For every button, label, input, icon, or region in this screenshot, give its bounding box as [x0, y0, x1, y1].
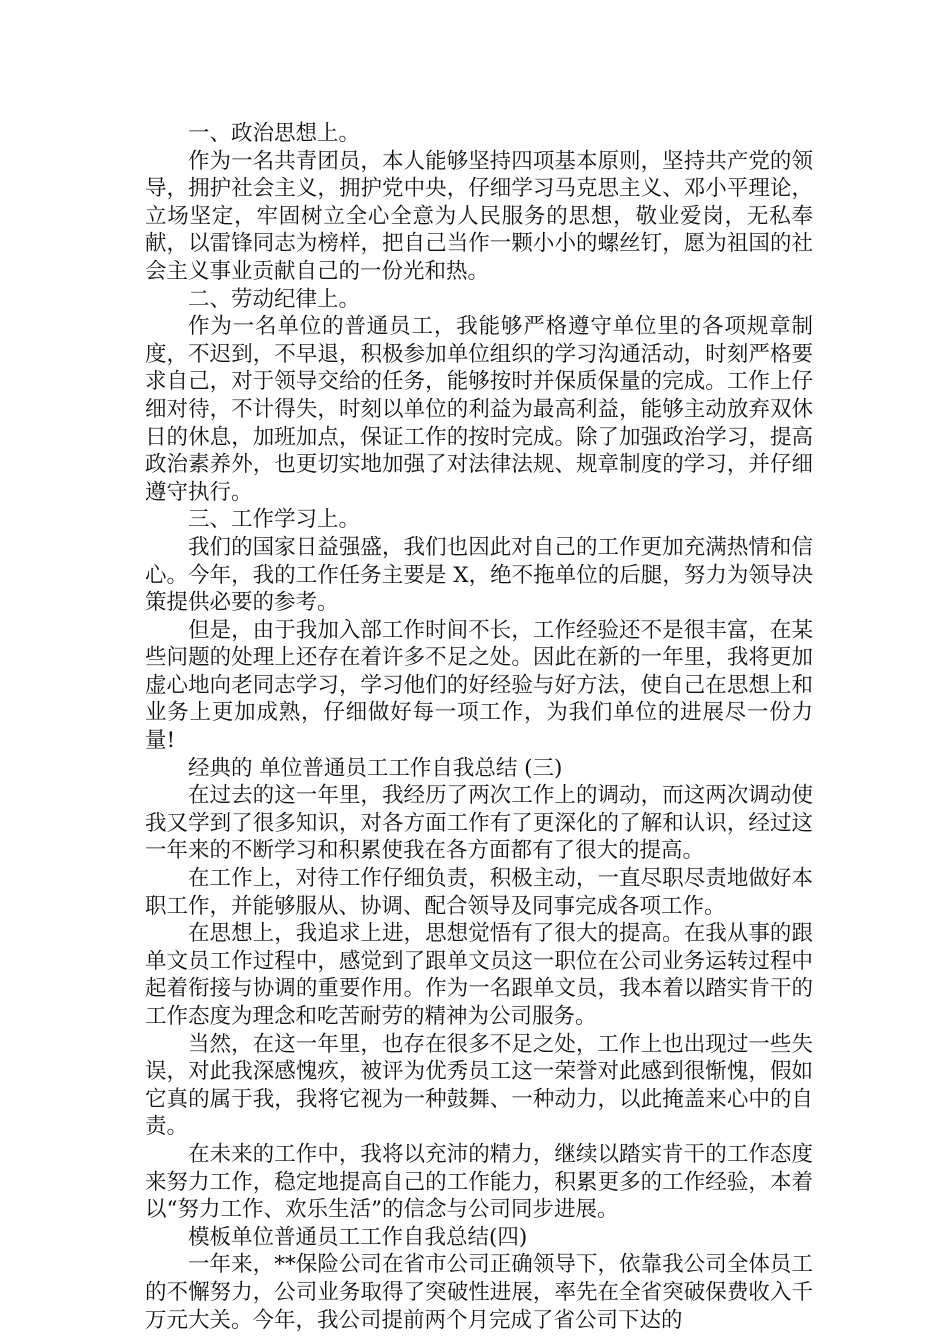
document-body: [145, 120, 813, 1334]
article-title-three: 经典的 单位普通员工工作自我总结 (三): [188, 755, 563, 781]
paragraph-work-attitude: 在工作上，对待工作仔细负责，积极主动，一直尽职尽责地做好本职工作，并能够服从、协调、配合领导及同事完成各项工作。: [145, 866, 813, 919]
paragraph-shortcomings: 但是，由于我加入部工作时间不长，工作经验还不是很丰富，在某些问题的处理上还存在着许多不足之处。因此在新的一年里，我将更加虚心地向老同志学习，学习他们的好经验与好方法，使自己在思想上和业务上更加成熟，仔细做好每一项工作，为我们单位的进展尽一份力量!: [145, 617, 813, 754]
section-heading-work-study: 三、工作学习上。: [188, 507, 361, 533]
paragraph-future: 在未来的工作中，我将以充沛的精力，继续以踏实肯干的工作态度来努力工作，稳定地提高自己的工作能力，积累更多的工作经验，本着以“努力工作、欢乐生活”的信念与公司同步进展。: [145, 1141, 813, 1223]
paragraph-thinking: 在思想上，我追求上进，思想觉悟有了很大的提高。在我从事的跟单文员工作过程中，感觉到了跟单文员这一职位在公司业务运转过程中起着衔接与协调的重要作用。作为一名跟单文员，我本着以踏实肯干的工作态度为理念和吃苦耐劳的精神为公司服务。: [145, 921, 813, 1029]
paragraph-transfers: 在过去的这一年里，我经历了两次工作上的调动，而这两次调动使我又学到了很多知识，对各方面工作有了更深化的了解和认识，经过这一年来的不断学习和积累使我在各方面都有了很大的提高。: [145, 783, 813, 864]
paragraph-political: 作为一名共青团员，本人能够坚持四项基本原则，坚持共产党的领导，拥护社会主义，拥护党中央，仔细学习马克思主义、邓小平理论，立场坚定，牢固树立全心全意为人民服务的思想，敬业爱岗，无私奉献，以雷锋同志为榜样，把自己当作一颗小小的螺丝钉，愿为祖国的社会主义事业贡献自己的一份光和热。: [145, 148, 813, 284]
article-title-four: 模板单位普通员工工作自我总结(四): [188, 1224, 528, 1250]
section-heading-discipline: 二、劳动纪律上。: [188, 286, 361, 312]
paragraph-insurance: 一年来，**保险公司在省市公司正确领导下，依靠我公司全体员工的不懈努力，公司业务取得了突破性进展，率先在全省突破保费收入千万元大关。今年，我公司提前两个月完成了省公司下达的: [145, 1252, 813, 1333]
section-heading-political: 一、政治思想上。: [188, 121, 361, 146]
paragraph-work-study: 我们的国家日益强盛，我们也因此对自己的工作更加充满热情和信心。今年，我的工作任务主要是 X，绝不拖单位的后腿，努力为领导决策提供必要的参考。: [145, 534, 813, 616]
paragraph-mistakes: 当然，在这一年里，也存在很多不足之处，工作上也出现过一些失误，对此我深感愧疚，被评为优秀员工这一荣誉对此感到很惭愧，假如它真的属于我，我将它视为一种鼓舞、一种动力，以此掩盖来心中的自责。: [145, 1031, 813, 1140]
paragraph-discipline: 作为一名单位的普通员工，我能够严格遵守单位里的各项规章制度，不迟到，不早退，积极参加单位组织的学习沟通活动，时刻严格要求自己，对于领导交给的任务，能够按时并保质保量的完成。工作上仔细对待，不计得失，时刻以单位的利益为最高利益，能够主动放弃双休日的休息，加班加点，保证工作的按时完成。除了加强政治学习，提高政治素养外，也更切实地加强了对法律法规、规章制度的学习，并仔细遵守执行。: [145, 314, 813, 505]
